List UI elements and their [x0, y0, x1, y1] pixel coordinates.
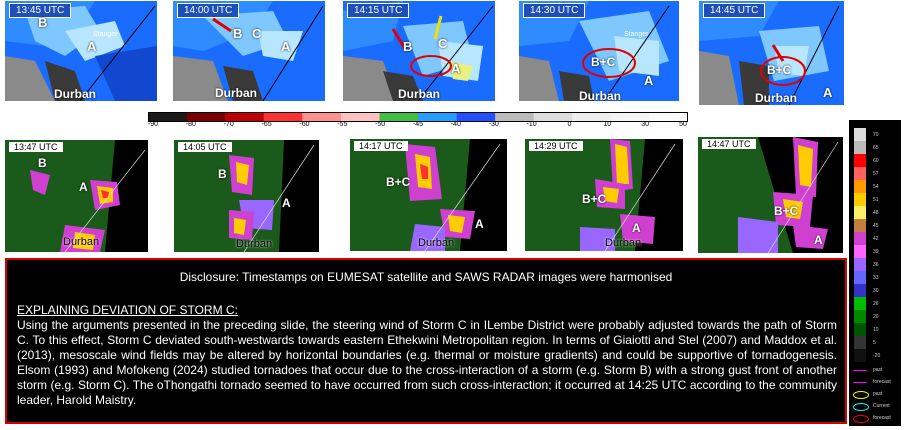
legend-marker — [853, 370, 867, 371]
legend-item-label: forecast — [873, 415, 891, 421]
timestamp: 14:30 UTC — [523, 3, 585, 18]
storm-label: B+C — [582, 192, 607, 206]
legend-swatch — [854, 141, 866, 154]
colorbar-tick-label: -50 — [375, 121, 386, 128]
colorbar-tick-label: 10 — [603, 121, 612, 128]
legend-value: 39 — [873, 249, 879, 255]
legend-value: 30 — [873, 288, 879, 294]
legend-value: 42 — [873, 236, 879, 242]
legend-swatch — [854, 193, 866, 206]
legend-marker — [853, 403, 869, 411]
storm-label: A — [644, 73, 654, 88]
legend-item-label: past — [873, 391, 883, 397]
legend-swatch — [854, 167, 866, 180]
city-label: Durban — [605, 237, 642, 249]
timestamp: 13:45 UTC — [9, 3, 71, 18]
colorbar-tick-label: -80 — [185, 121, 196, 128]
satellite-panel-3 — [343, 1, 495, 101]
storm-label: A — [632, 221, 641, 235]
city-label: Durban — [63, 236, 100, 248]
legend-swatch — [854, 128, 866, 141]
legend-value: -20 — [873, 353, 881, 359]
storm-label: B+C — [591, 55, 616, 69]
legend-swatch — [854, 349, 866, 362]
legend-value: 48 — [873, 210, 879, 216]
city-label: Durban — [579, 89, 621, 101]
radar-panel-5 — [698, 137, 843, 253]
legend-marker — [853, 382, 867, 383]
radar-image — [174, 140, 319, 252]
radar-panel-3 — [350, 139, 507, 251]
colorbar-tick-label: -90 — [147, 121, 159, 128]
disclosure-title: Disclosure: Timestamps on EUMESAT satellite and SAWS RADAR images were harmonised — [179, 270, 673, 284]
storm-label: B — [38, 15, 48, 30]
city-label: Durban — [236, 238, 273, 250]
storm-label: B+C — [386, 175, 411, 189]
colorbar-tick-label: -10 — [526, 121, 537, 128]
legend-value: 51 — [873, 197, 879, 203]
city-label: Durban — [215, 86, 257, 100]
colorbar-tick-label: 30 — [641, 121, 650, 128]
timestamp: 14:05 UTC — [178, 142, 232, 152]
storm-label: A — [814, 233, 823, 247]
storm-label: B — [218, 167, 227, 181]
legend-swatch — [854, 323, 866, 336]
disclosure-heading: EXPLAINING DEVIATION OF STORM C: — [17, 303, 238, 317]
colorbar-tick-label: -40 — [450, 121, 461, 128]
legend-marker — [853, 391, 869, 399]
timestamp: 14:15 UTC — [347, 3, 409, 18]
radar-reflectivity-legend — [849, 120, 901, 426]
timestamp: 14:45 UTC — [703, 3, 765, 18]
legend-value: 54 — [873, 184, 879, 190]
colorbar-tick-label: -45 — [412, 121, 424, 128]
storm-label: C — [438, 36, 448, 51]
radar-panel-4 — [525, 139, 683, 251]
legend-item-label: past — [873, 367, 883, 373]
satellite-panel-4 — [519, 1, 679, 101]
storm-label: A — [79, 180, 88, 194]
legend-swatch — [854, 219, 866, 232]
legend-value: 36 — [873, 262, 879, 268]
legend-value: 57 — [873, 171, 879, 177]
storm-label: C — [252, 26, 262, 41]
satellite-panel-5 — [699, 1, 844, 105]
colorbar-tick-label: -70 — [223, 121, 234, 128]
storm-label: A — [451, 61, 461, 76]
colorbar-tick-label: -30 — [488, 121, 499, 128]
legend-swatch — [854, 232, 866, 245]
legend-item-label: Current — [873, 403, 890, 409]
colorbar-tick-label: 50 — [679, 121, 687, 128]
timestamp: 14:47 UTC — [702, 139, 756, 149]
legend-swatch — [854, 154, 866, 167]
storm-label: A — [281, 39, 291, 54]
legend-value: 65 — [873, 145, 879, 151]
city-label: Durban — [755, 91, 797, 105]
legend-value: 60 — [873, 158, 879, 164]
legend-swatch — [854, 297, 866, 310]
legend-value: 45 — [873, 223, 879, 229]
storm-label: A — [475, 217, 484, 231]
legend-value: 10 — [873, 327, 879, 333]
legend-swatch — [854, 271, 866, 284]
legend-swatch — [854, 245, 866, 258]
storm-label: B — [38, 156, 47, 170]
city-label: Durban — [418, 237, 455, 249]
legend-value: 70 — [873, 132, 879, 138]
city-label: Durban — [54, 87, 96, 101]
city-label: Durban — [398, 87, 440, 101]
radar-image — [350, 139, 507, 251]
legend-swatch — [854, 258, 866, 271]
legend-value: 26 — [873, 301, 879, 307]
legend-swatch — [854, 180, 866, 193]
storm-label: B+C — [767, 63, 792, 77]
legend-swatch — [854, 336, 866, 349]
place-label: Stanger — [93, 31, 118, 38]
colorbar-tick-label: -55 — [337, 121, 348, 128]
legend-value: 20 — [873, 314, 879, 320]
disclosure-box — [5, 258, 847, 424]
storm-label: B — [233, 26, 243, 41]
storm-label: B — [403, 39, 413, 54]
colorbar-tick-label: -60 — [299, 121, 310, 128]
storm-label: A — [282, 196, 291, 210]
legend-item-label: forecast — [873, 379, 891, 385]
legend-value: 5 — [873, 340, 876, 346]
timestamp: 14:29 UTC — [529, 141, 583, 151]
storm-label: B+C — [774, 204, 799, 218]
timestamp: 14:17 UTC — [354, 141, 408, 151]
satellite-panel-1 — [5, 1, 157, 101]
timestamp: 14:00 UTC — [177, 3, 239, 18]
disclosure-body: Using the arguments presented in the preceding slide, the steering wind of Storm C in ILembe District were probably adjusted towards the path of Storm C. To this effect, Storm C deviated south-westwards towards eastern Ethekwini Metropolitan region. In terms of Giaiotti and Stel (2007) and Maddox et al. (2013), mesoscale wind fields may be altered by horizontal boundaries (e.g. thermal or moisture gradients) and could be supportive of tornadogenesis. Elsom (1993) and Mofokeng (2024) studied tornadoes that occur due to the cross-interaction of a storm (e.g. Storm B) with a strong gust front of another storm (e.g. Storm C). The oThongathi tornado seemed to have occurred from such cross-interaction; it occurred at 14:25 UTC according to the community leader, Harold Maistry. — [17, 318, 837, 407]
timestamp: 13:47 UTC — [9, 142, 63, 152]
place-label: Stanger — [624, 31, 649, 38]
colorbar-tick-label: 0 — [567, 121, 572, 128]
storm-label: A — [823, 85, 833, 100]
legend-swatch — [854, 206, 866, 219]
colorbar-ticks — [148, 121, 688, 131]
colorbar-tick-label: -65 — [261, 121, 272, 128]
legend-marker — [853, 415, 869, 423]
satellite-panel-2 — [173, 1, 325, 101]
storm-label: A — [87, 39, 97, 54]
radar-panel-2 — [174, 140, 319, 252]
legend-swatch — [854, 284, 866, 297]
legend-swatch — [854, 310, 866, 323]
radar-panel-1 — [5, 140, 148, 252]
legend-value: 33 — [873, 275, 879, 281]
